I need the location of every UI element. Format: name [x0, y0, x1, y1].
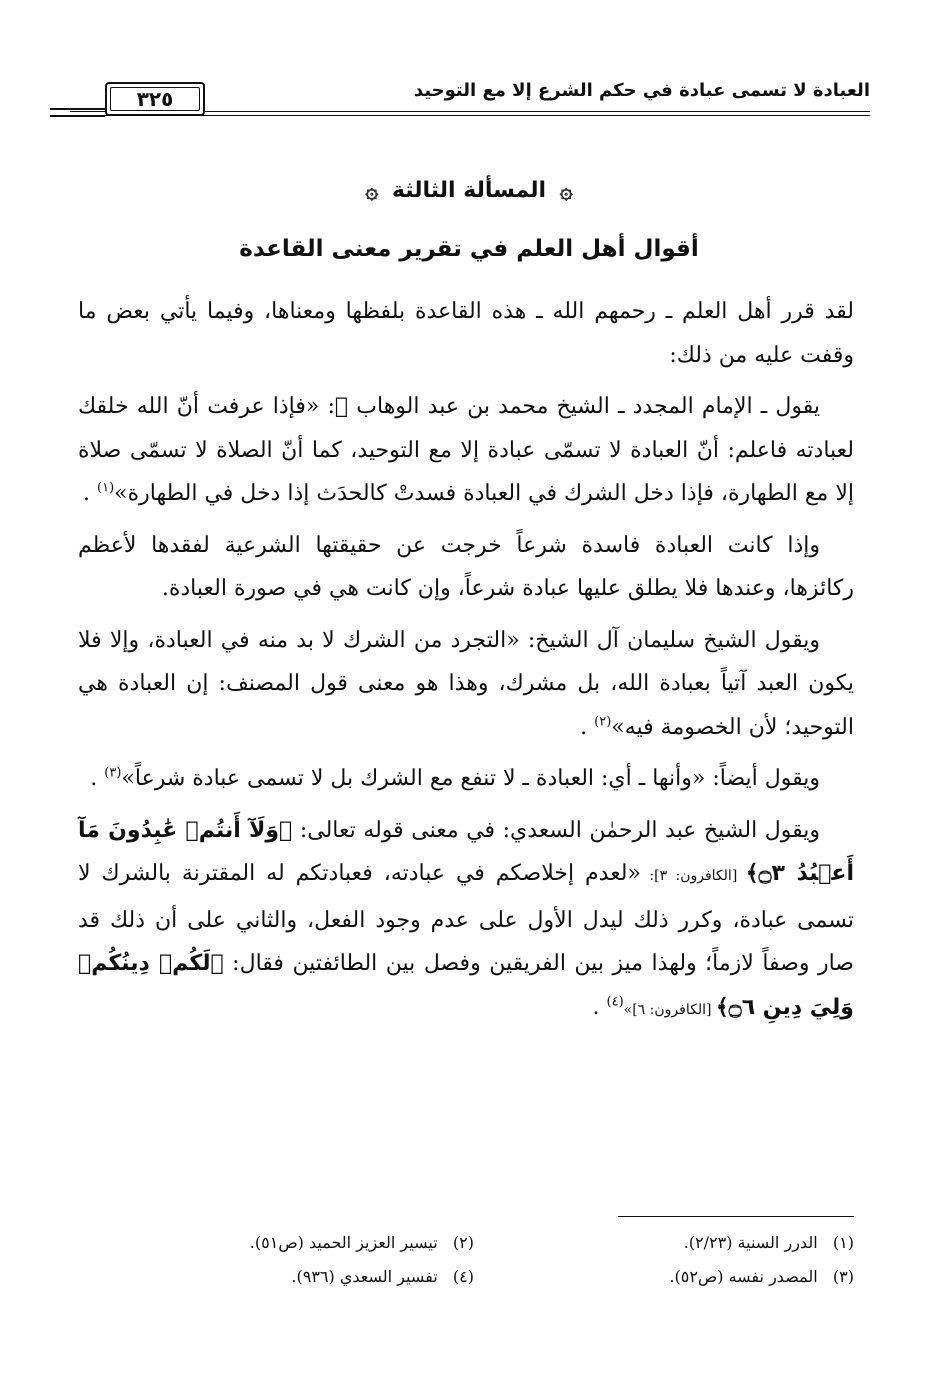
ornament-icon: ۞: [365, 178, 379, 204]
footnote-marker: (١): [97, 480, 115, 496]
paragraph: وإذا كانت العبادة فاسدة شرعاً خرجت عن حقيقتها الشرعية لفقدها لأعظم ركائزها، وعندها فلا يطلق عليها عبادة شرعاً، وإن كانت هي في صورة العبادة.: [78, 532, 854, 601]
body-text: [78, 290, 854, 1040]
quran-verse: ﴿وَلَآ أَنتُمۡ عَٰبِدُونَ مَآ أَعۡبُدُ ۝٣﴾: [78, 817, 854, 886]
paragraph: لقد قرر أهل العلم ـ رحمهم الله ـ هذه القاعدة بلفظها ومعناها، وفيما يأتي بعض ما وقفت عليه من ذلك:: [78, 299, 854, 368]
section-heading: [0, 178, 938, 204]
footnote-item: (٣) المصدر نفسه (ص٥٢).: [669, 1267, 854, 1286]
footnote-item: (١) الدرر السنية (٢/٢٣).: [683, 1233, 854, 1252]
paragraph: ويقول الشيخ عبد الرحمٰن السعدي: في معنى قوله تعالى: ﴿وَلَآ أَنتُمۡ عَٰبِدُونَ مَآ أَعۡبُدُ ۝٣﴾ [الكافرون: ٣]: «لعدم إخلاصكم في عبادته، فعبادتكم له المقترنة بالشرك لا تسمى عبادة، وكرر ذلك ليدل الأول على عدم وجود الفعل، والثاني على أن ذلك قد صار وصفاً لازماً؛ ولهذا ميز بين الفريقين وفصل بين الطائفتين فقال: ﴿لَكُمۡ دِينُكُمۡ وَلِيَ دِينِ ۝٦﴾ [الكافرون: ٦]»$^{(٤)}$ .: [78, 817, 854, 1020]
quran-verse: ﴿لَكُمۡ دِينُكُمۡ وَلِيَ دِينِ ۝٦﴾: [78, 951, 854, 1020]
footnote-marker: (٢): [594, 714, 612, 730]
running-header: [70, 80, 870, 120]
header-rule-ornament: [50, 108, 105, 117]
ornament-icon: ۞: [559, 178, 573, 204]
section-title: المسألة الثالثة: [391, 178, 547, 203]
paragraph: ويقول أيضاً: «وأنها ـ أي: العبادة ـ لا تنفع مع الشرك بل لا تسمى عبادة شرعاً»$^{(٣)}$ .: [90, 765, 820, 791]
paragraph: ويقول الشيخ سليمان آل الشيخ: «التجرد من الشرك لا بد منه في العبادة، وإلا فلا يكون العبد آتياً بعبادة الله، بل مشرك، وهذا هو معنى قول المصنف: إن العبادة هي التوحيد؛ لأن الخصومة فيه»$^{(٢)}$ .: [78, 627, 854, 740]
running-title: العبادة لا تسمى عبادة في حكم الشرع إلا مع التوحيد: [413, 80, 870, 101]
verse-reference: [الكافرون: ٣]:: [640, 868, 746, 884]
paragraph: يقول ـ الإمام المجدد ـ الشيخ محمد بن عبد الوهاب ﷫: «فإذا عرفت أنّ الله خلقك لعبادته فاعلم: أنّ العبادة لا تسمّى عبادة إلا مع التوحيد، كما أنّ الصلاة لا تسمّى صلاة إلا مع الطهارة، فإذا دخل الشرك في العبادة فسدتْ كالحدَث إذا دخل في الطهارة»$^{(١)}$ .: [78, 394, 854, 506]
section-subtitle: أقوال أهل العلم في تقرير معنى القاعدة: [239, 236, 699, 262]
page-number-frame: [105, 82, 205, 116]
footnote-marker: (٣): [104, 765, 122, 781]
footnote-separator: [618, 1216, 854, 1217]
footnote-marker: (٤): [606, 994, 624, 1010]
verse-reference: [الكافرون: ٦]»: [623, 1001, 716, 1018]
page-number: ٣٢٥: [136, 87, 174, 111]
footnote-item: (٢) تيسير العزيز الحميد (ص٥١).: [249, 1233, 474, 1252]
footnote-item: (٤) تفسير السعدي (٩٣٦).: [291, 1267, 474, 1286]
